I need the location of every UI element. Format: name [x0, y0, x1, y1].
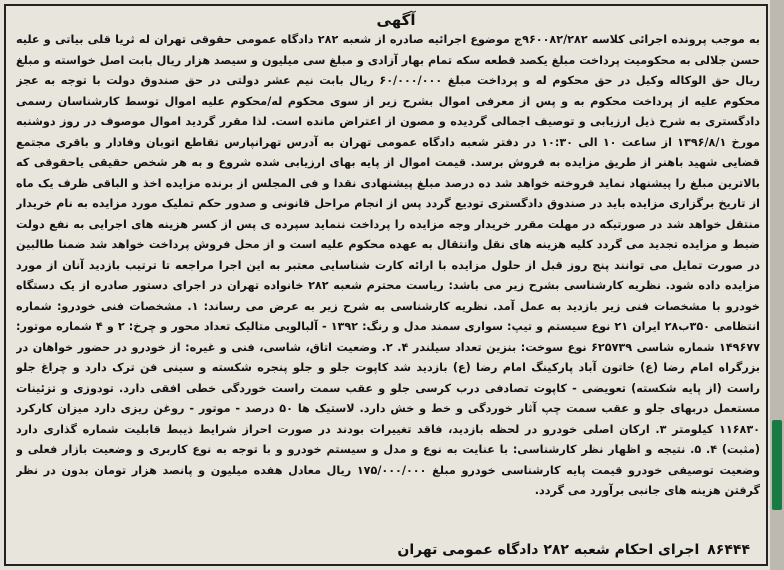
notice-footer	[389, 542, 750, 558]
page-edge	[770, 0, 784, 570]
footer-number: ۸۶۴۴۴	[707, 542, 750, 558]
notice-header	[296, 9, 496, 31]
notice-title: آگهی	[376, 11, 416, 29]
notice-body	[16, 30, 760, 530]
footer-text: اجرای احکام شعبه ۲۸۲ دادگاه عمومی تهران	[397, 542, 700, 558]
notice-paragraph: به موجب پرونده اجرائی کلاسه ۹۶۰۰۸۲/۲۸۲ج موضوع اجرائیه صادره از شعبه ۲۸۲ دادگاه عمومی حقوقی تهران له ثریا قلی بیاتی و علیه حسن جلالی به محکومیت پرداخت مبلغ یکصد قطعه سکه تمام بهار آزادی و مبلغ سی میلیون و سیصد هزار ریال بابت اصل خواسته و مبلغ ریال حق الوکاله وکیل در حق محکوم له و پرداخت مبلغ ۶۰/۰۰۰/۰۰۰ ریال بابت نیم عشر دولتی در حق صندوق دولت با توجه به عجز محکوم علیه از پرداخت محکوم به و پس از معرفی اموال بشرح زیر از سوی محکوم له/محکوم علیه اموال توسط کارشناسان رسمی دادگستری به شرح ذیل ارزیابی و توصیف اجمالی گردیده و مصون از اعتراض مانده است. لذا مقرر گردید اموال موصوف در روز دوشنبه مورخ ۱۳۹۶/۸/۱ از ساعت ۱۰ الی ۱۰:۳۰ در دفتر شعبه دادگاه عمومی تهران به آدرس تهرانپارس تقاطع اتوبان وفادار و باقری مجتمع قضایی شهید باهنر از طریق مزایده به فروش برسد. قیمت اموال از پایه بهای ارزیابی شده شروع و به هر شخص حقیقی یاحقوقی که بالاترین مبلغ را پیشنهاد نماید فروخته خواهد شد ده درصد مبلغ پیشنهادی نقدا و فی المجلس از برنده مزایده اخذ و الباقی ظرف یک ماه از تاریخ برگزاری مزایده باید در صندوق دادگستری تودیع گردد پس از انجام مراحل قانونی و صدور حکم تملیک مورد مزایده به نام خریدار منتقل خواهد شد در صورتیکه در مهلت مقرر خریدار وجه مزایده را پرداخت ننماید سپرده ی پس از کسر هزینه های اجرایی به نفع دولت ضبط و مزایده تجدید می گردد کلیه هزینه های نقل وانتقال به عهده محکوم علیه است و از محل فروش پرداخت خواهد شد ضمنا طالبین در صورت تمایل می توانند پنج روز قبل از حلول مزایده با ارائه کارت شناسایی معتبر به این اجرا مراجعه تا ترتیب بازدید آنان از مورد مزایده داده شود. نظریه کارشناسی بشرح زیر می باشد: ریاست محترم شعبه ۲۸۲ خانواده تهران در اجرای دستور صادره از یک دستگاه خودرو با مشخصات فنی زیر بازدید به عمل آمد. نظریه کارشناسی به شرح زیر به عرض می رساند: ۱. مشخصات فنی خودرو: شماره انتظامی ۳۵۰ب۲۸ ایران ۲۱ نوع سیستم و تیپ: سواری سمند مدل و رنگ: ۱۳۹۲ - آلبالویی متالیک تعداد محور و چرخ: ۲ و ۴ شماره موتور: ۱۴۹۶۷۷ شماره شاسی ۶۲۵۷۳۹ نوع سوخت: بنزین تعداد سیلندر ۴. ۲. وضعیت اتاق، شاسی، فنی و غیره: از خودرو در حضور خواهان در بزرگراه امام رضا (ع) خاتون آباد پارکینگ امام رضا (ع) بازدید شد کاپوت جلو و جلو پنجره شکسته و سینی فن ترک دارد و چراغ جلو راست (از پایه شکسته) تعویضی - کاپوت تصادفی درب کرسی جلو و عقب سمت راست خوردگی خطی افقی دارد. تودوزی و تزئینات مستعمل دربهای جلو و عقب سمت چپ آثار خوردگی و خط و خش دارد. لاستیک ها ۵۰ درصد - موتور - روغن ریزی دارد میزان کارکرد ۱۱۶۸۳۰ کیلومتر ۳. ارکان اصلی خودرو در لحظه بازدید، فاقد تغییرات بودند در صورت احراز شرایط ذیبط قابلیت شماره گذاری دارد (مثبت) ۴. ۵. نتیجه و اظهار نظر کارشناسی: با عنایت به نوع و مدل و سیستم خودرو و با توجه به نوع کاربری و وضعیت بازار فعلی و وضعیت توصیفی خودرو قیمت پایه کارشناسی خودرو مبلغ ۱۷۵/۰۰۰/۰۰۰ ریال معادل هفده میلیون و پانصد هزار تومان بدون در نظر گرفتن هزینه های جانبی برآورد می گردد.	[16, 33, 760, 497]
green-edge-mark	[772, 420, 782, 510]
legal-notice-box	[4, 4, 768, 566]
